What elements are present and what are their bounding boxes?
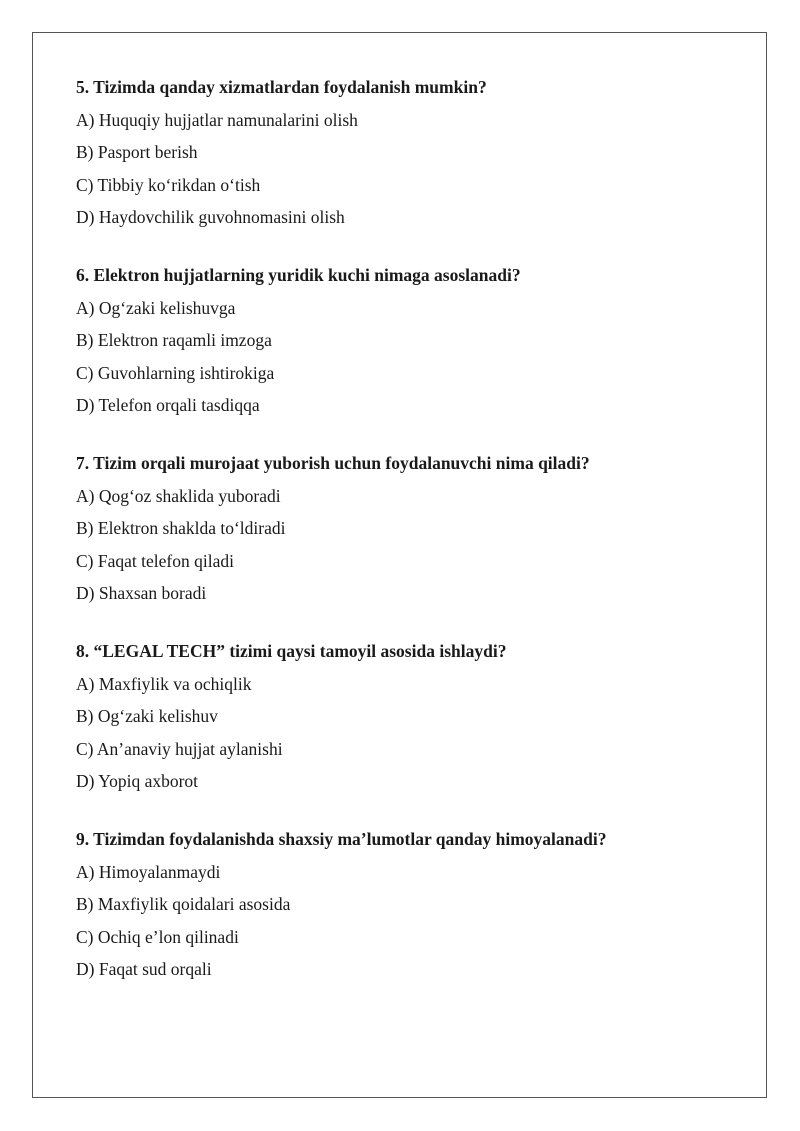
option-a: A) Maxfiylik va ochiqlik <box>76 673 252 694</box>
option-a: A) Himoyalanmaydi <box>76 861 221 882</box>
question-list <box>76 74 756 1014</box>
option-d: D) Yopiq axborot <box>76 771 199 791</box>
question-8 <box>76 638 756 794</box>
option-c: C) Guvohlarning ishtirokiga <box>76 362 275 383</box>
option-c: C) Faqat telefon qiladi <box>76 550 234 571</box>
option-b: B) Pasport berish <box>76 142 198 162</box>
option-b: B) Maxfiylik qoidalari asosida <box>76 894 291 914</box>
question-title: 5. Tizimda qanday xizmatlardan foydalanish mumkin? <box>76 77 487 97</box>
option-b: B) Og‘zaki kelishuv <box>76 706 218 726</box>
option-a: A) Og‘zaki kelishuvga <box>76 297 236 318</box>
option-a: A) Huquqiy hujjatlar namunalarini olish <box>76 109 358 130</box>
question-title: 9. Tizimdan foydalanishda shaxsiy ma’lumotlar qanday himoyalanadi? <box>76 829 607 849</box>
option-d: D) Haydovchilik guvohnomasini olish <box>76 207 345 227</box>
option-d: D) Faqat sud orqali <box>76 959 212 979</box>
question-9 <box>76 826 756 982</box>
question-6 <box>76 262 756 418</box>
question-5 <box>76 74 756 230</box>
option-b: B) Elektron raqamli imzoga <box>76 330 272 350</box>
option-c: C) An’anaviy hujjat aylanishi <box>76 738 283 759</box>
question-title: 6. Elektron hujjatlarning yuridik kuchi nimaga asoslanadi? <box>76 265 521 285</box>
question-title: 8. “LEGAL TECH” tizimi qaysi tamoyil asosida ishlaydi? <box>76 641 507 661</box>
option-c: C) Tibbiy ko‘rikdan o‘tish <box>76 174 261 195</box>
option-d: D) Shaxsan boradi <box>76 583 207 603</box>
option-b: B) Elektron shaklda to‘ldiradi <box>76 518 286 538</box>
question-title: 7. Tizim orqali murojaat yuborish uchun foydalanuvchi nima qiladi? <box>76 453 590 473</box>
option-c: C) Ochiq e’lon qilinadi <box>76 926 239 947</box>
option-a: A) Qog‘oz shaklida yuboradi <box>76 485 281 506</box>
question-7 <box>76 450 756 606</box>
option-d: D) Telefon orqali tasdiqqa <box>76 395 260 415</box>
